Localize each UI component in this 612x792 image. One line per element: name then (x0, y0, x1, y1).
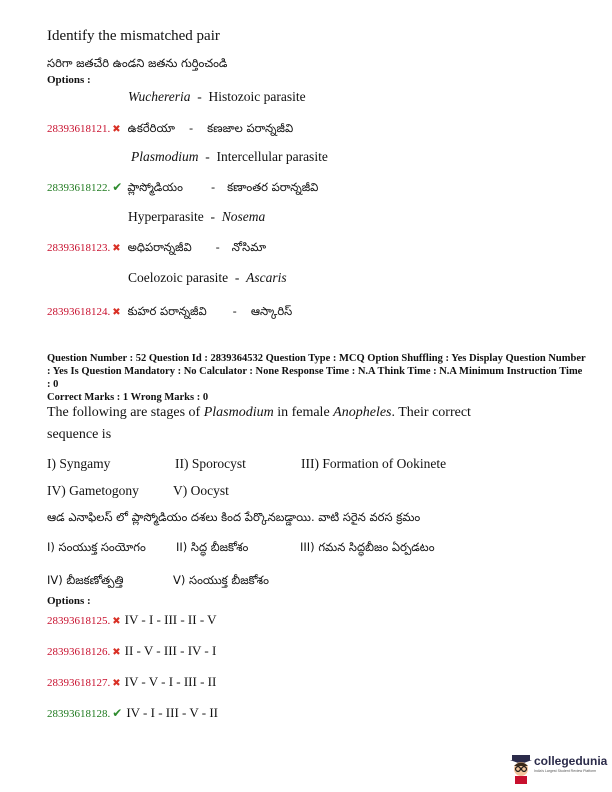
question-title-telugu: సరిగా జతచేరి ఉండని జతను గుర్తించండి (47, 56, 228, 70)
option-text: IV - I - III - II - V (124, 612, 217, 627)
stage-item: IV) Gametogony (47, 483, 139, 498)
option-pair-english: Coelozoic parasite - Ascaris (128, 270, 287, 285)
stage-item: II) Sporocyst (175, 456, 246, 471)
option-row[interactable] (47, 704, 218, 722)
option-id: 28393618123. (47, 242, 111, 254)
logo-name: collegedunia (534, 754, 608, 768)
question-marks: Correct Marks : 1 Wrong Marks : 0 (47, 392, 209, 403)
correct-mark-icon: ✔ (112, 180, 123, 194)
option-telugu-left: ఉకరేరియా (127, 121, 175, 135)
wrong-mark-icon: ✖ (112, 307, 121, 318)
question-title: Identify the mismatched pair (47, 28, 220, 44)
stage-item-telugu: III) గమన సిద్ధబీజం ఏర్పడటం (300, 540, 435, 554)
stage-item-telugu: V) సంయుక్త బీజకోశం (173, 573, 269, 587)
option-telugu-left: ప్లాస్మోడియం (127, 180, 183, 194)
option-telugu-right: కణజాల పరాన్నజీవి (207, 121, 294, 135)
option-dash: - (232, 304, 237, 318)
stage-item-telugu: I) సంయుక్త సంయోగం (47, 540, 146, 554)
collegedunia-logo (510, 752, 610, 786)
question-meta: Question Number : 52 Question Id : 2839364532 Question Type : MCQ Option Shuffling : Yes Display Question Number : Yes Is Question Mandatory : No Calculator : None Response Time : N.A Think Time : N.A Minimum Instruction Time : 0 (47, 353, 586, 390)
option-row[interactable] (47, 238, 266, 257)
stage-item: III) Formation of Ookinete (301, 456, 447, 471)
option-row[interactable] (47, 673, 216, 691)
option-dash: - (210, 180, 216, 194)
option-id: 28393618126. (47, 646, 111, 658)
stage-item: I) Syngamy (47, 456, 111, 471)
option-id: 28393618125. (47, 615, 111, 627)
stage-item-telugu: II) సిద్ధ బీజకోశం (176, 540, 249, 554)
option-id: 28393618127. (47, 677, 111, 689)
wrong-mark-icon: ✖ (112, 124, 121, 135)
options-label: Options : (47, 74, 91, 86)
option-row[interactable] (47, 302, 292, 321)
option-text: IV - V - I - III - II (124, 674, 217, 689)
option-id: 28393618128. (47, 708, 111, 720)
stage-item: V) Oocyst (173, 483, 229, 498)
option-id: 28393618121. (47, 123, 111, 135)
option-telugu-left: అధిపరాన్నజీవి (127, 240, 192, 254)
question-stem-telugu: ఆడ ఎనాఫిలస్ లో ప్లాస్మోడియం దశలు కింద పేర్కొనబడ్డాయి. వాటి సరైన వరస క్రమం (47, 510, 421, 524)
option-row[interactable] (47, 119, 293, 138)
option-row[interactable] (47, 611, 217, 629)
option-pair-english: Plasmodium - Intercellular parasite (131, 149, 328, 164)
option-text: II - V - III - IV - I (124, 643, 217, 658)
option-text: IV - I - III - V - II (126, 705, 219, 720)
option-pair-english: Hyperparasite - Nosema (128, 209, 266, 224)
stage-item-telugu: IV) బీజకణోత్పత్తి (47, 573, 124, 587)
mascot-icon (510, 754, 532, 784)
wrong-mark-icon: ✖ (112, 678, 121, 689)
option-dash: - (188, 121, 194, 135)
option-telugu-left: కుహర పరాన్నజీవి (127, 304, 207, 318)
option-telugu-right: ఆస్కారిస్ (250, 304, 293, 318)
option-id: 28393618122. (47, 182, 111, 194)
option-pair-english: Wuchereria - Histozoic parasite (128, 89, 306, 104)
option-row[interactable] (47, 642, 216, 660)
option-row[interactable] (47, 178, 318, 197)
option-telugu-right: కణాంతర పరాన్నజీవి (227, 180, 319, 194)
options-label: Options : (47, 595, 91, 607)
wrong-mark-icon: ✖ (112, 243, 121, 254)
option-id: 28393618124. (47, 306, 111, 318)
wrong-mark-icon: ✖ (112, 616, 121, 627)
question-stem-cont: sequence is (47, 427, 112, 442)
option-dash: - (215, 240, 220, 254)
wrong-mark-icon: ✖ (112, 647, 121, 658)
option-telugu-right: నోసిమా (231, 240, 267, 254)
question-stem: The following are stages of Plasmodium in female Anopheles. Their correct (47, 405, 471, 420)
correct-mark-icon: ✔ (112, 706, 123, 720)
logo-tagline: India's Largest Student Review Platform (534, 769, 597, 773)
